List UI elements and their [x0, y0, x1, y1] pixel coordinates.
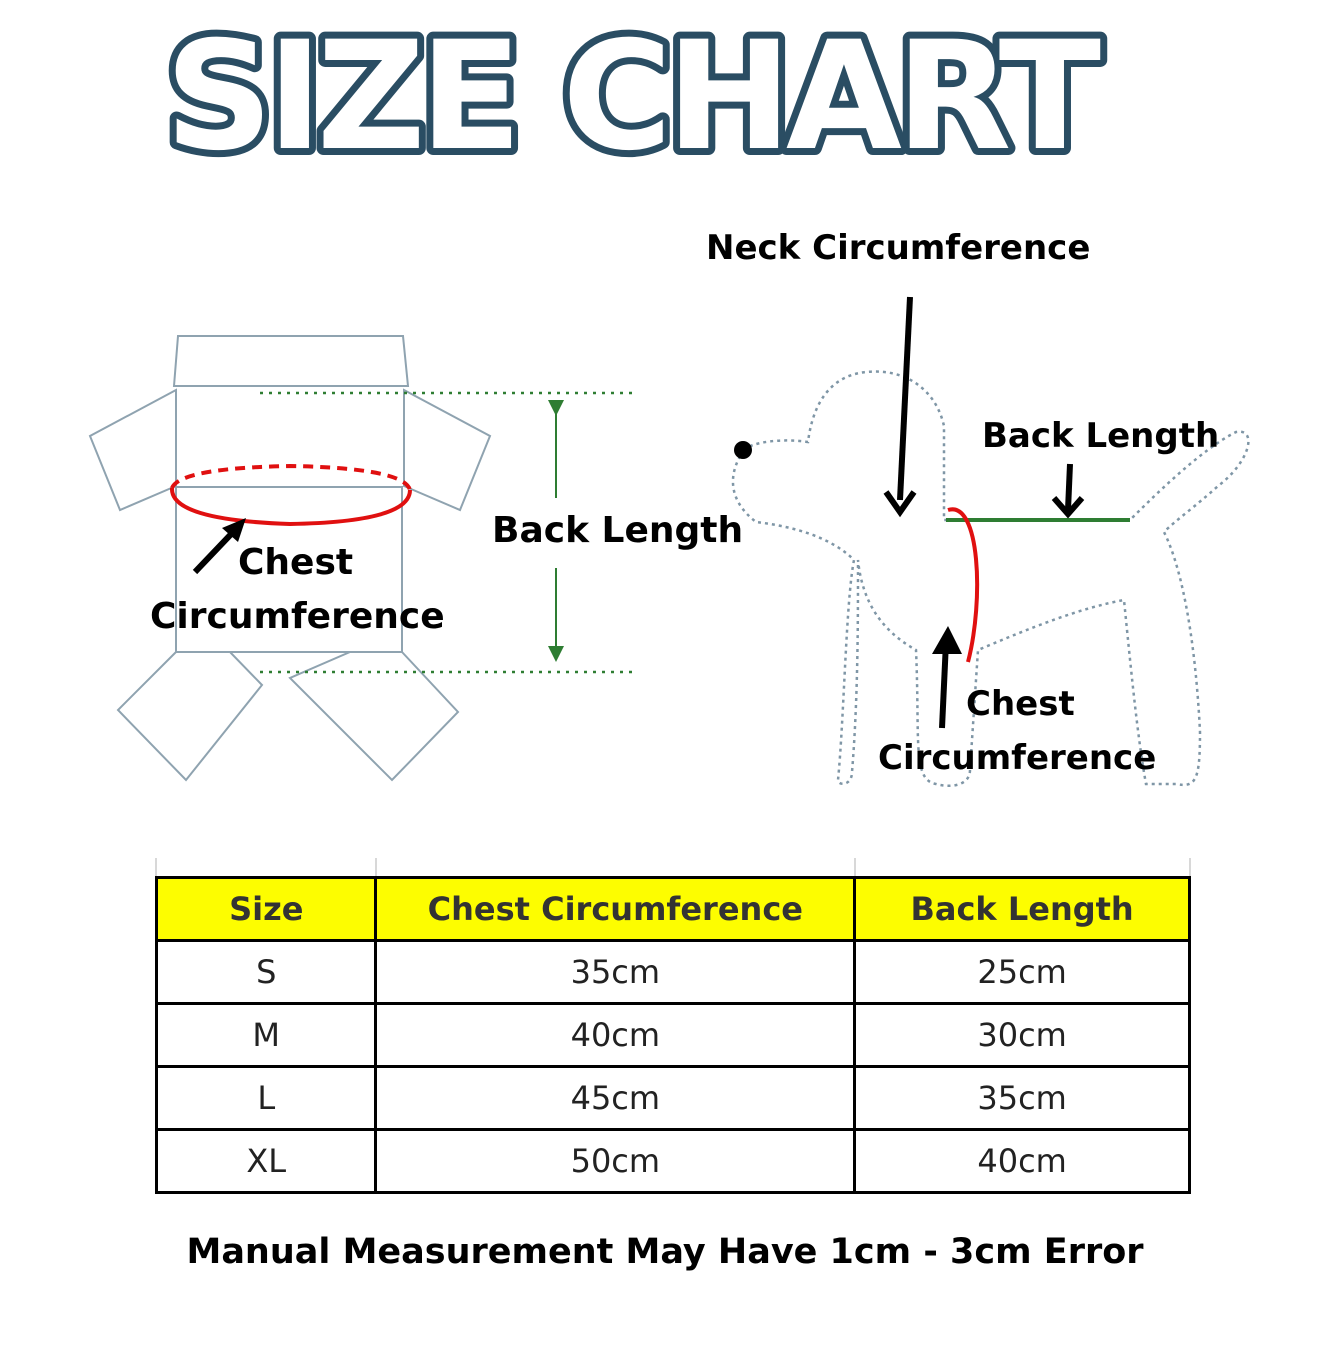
cell-back: 35cm: [855, 1067, 1190, 1130]
dog-back-length-label: Back Length: [982, 416, 1220, 456]
header-size: Size: [157, 878, 376, 941]
neck-circumference-label: Neck Circumference: [706, 228, 1091, 268]
header-chest: Chest Circumference: [376, 878, 855, 941]
cell-back: 40cm: [855, 1130, 1190, 1193]
cell-size: S: [157, 941, 376, 1004]
garment-chest-arrow: [195, 530, 235, 572]
gridline: [155, 858, 157, 876]
gridline: [1189, 858, 1191, 876]
cell-chest: 35cm: [376, 941, 855, 1004]
dog-chest-label-line1: Chest: [966, 684, 1075, 724]
table-row: [157, 1130, 1190, 1193]
title-graphic: [0, 0, 1330, 180]
size-table-container: [155, 858, 1195, 1200]
diagram-graphic: [0, 180, 1330, 830]
dog-back-arrow: [1068, 464, 1070, 510]
neck-arrow: [900, 297, 910, 500]
table-row: [157, 1004, 1190, 1067]
dog-chest-label-line2: Circumference: [878, 738, 1157, 778]
page-title: [0, 0, 1330, 180]
table-row: [157, 941, 1190, 1004]
garment-left-leg: [118, 652, 262, 780]
table-header-row: [157, 878, 1190, 941]
dog-nose: [734, 441, 752, 459]
cell-chest: 50cm: [376, 1130, 855, 1193]
gridline: [375, 858, 377, 876]
dog-chest-arrow: [942, 642, 946, 728]
cell-chest: 40cm: [376, 1004, 855, 1067]
header-back: Back Length: [855, 878, 1190, 941]
garment-chest-label-line2: Circumference: [150, 596, 445, 637]
dog-chest-arrow-head: [932, 626, 962, 654]
measurement-diagram: [0, 180, 1330, 830]
garment-left-sleeve: [90, 390, 176, 510]
title-text: SIZE CHART: [164, 10, 1096, 180]
cell-size: L: [157, 1067, 376, 1130]
garment-right-sleeve: [404, 390, 490, 510]
garment-collar: [174, 336, 408, 386]
cell-size: XL: [157, 1130, 376, 1193]
size-table: [155, 876, 1191, 1194]
cell-back: 30cm: [855, 1004, 1190, 1067]
garment-chest-line-front: [172, 488, 410, 524]
measurement-footnote: Manual Measurement May Have 1cm - 3cm Error: [186, 1232, 1144, 1272]
cell-size: M: [157, 1004, 376, 1067]
gridline: [854, 858, 856, 876]
cell-chest: 45cm: [376, 1067, 855, 1130]
garment-chest-label-line1: Chest: [238, 542, 354, 583]
table-row: [157, 1067, 1190, 1130]
cell-back: 25cm: [855, 941, 1190, 1004]
garment-back-length-label: Back Length: [492, 510, 744, 551]
